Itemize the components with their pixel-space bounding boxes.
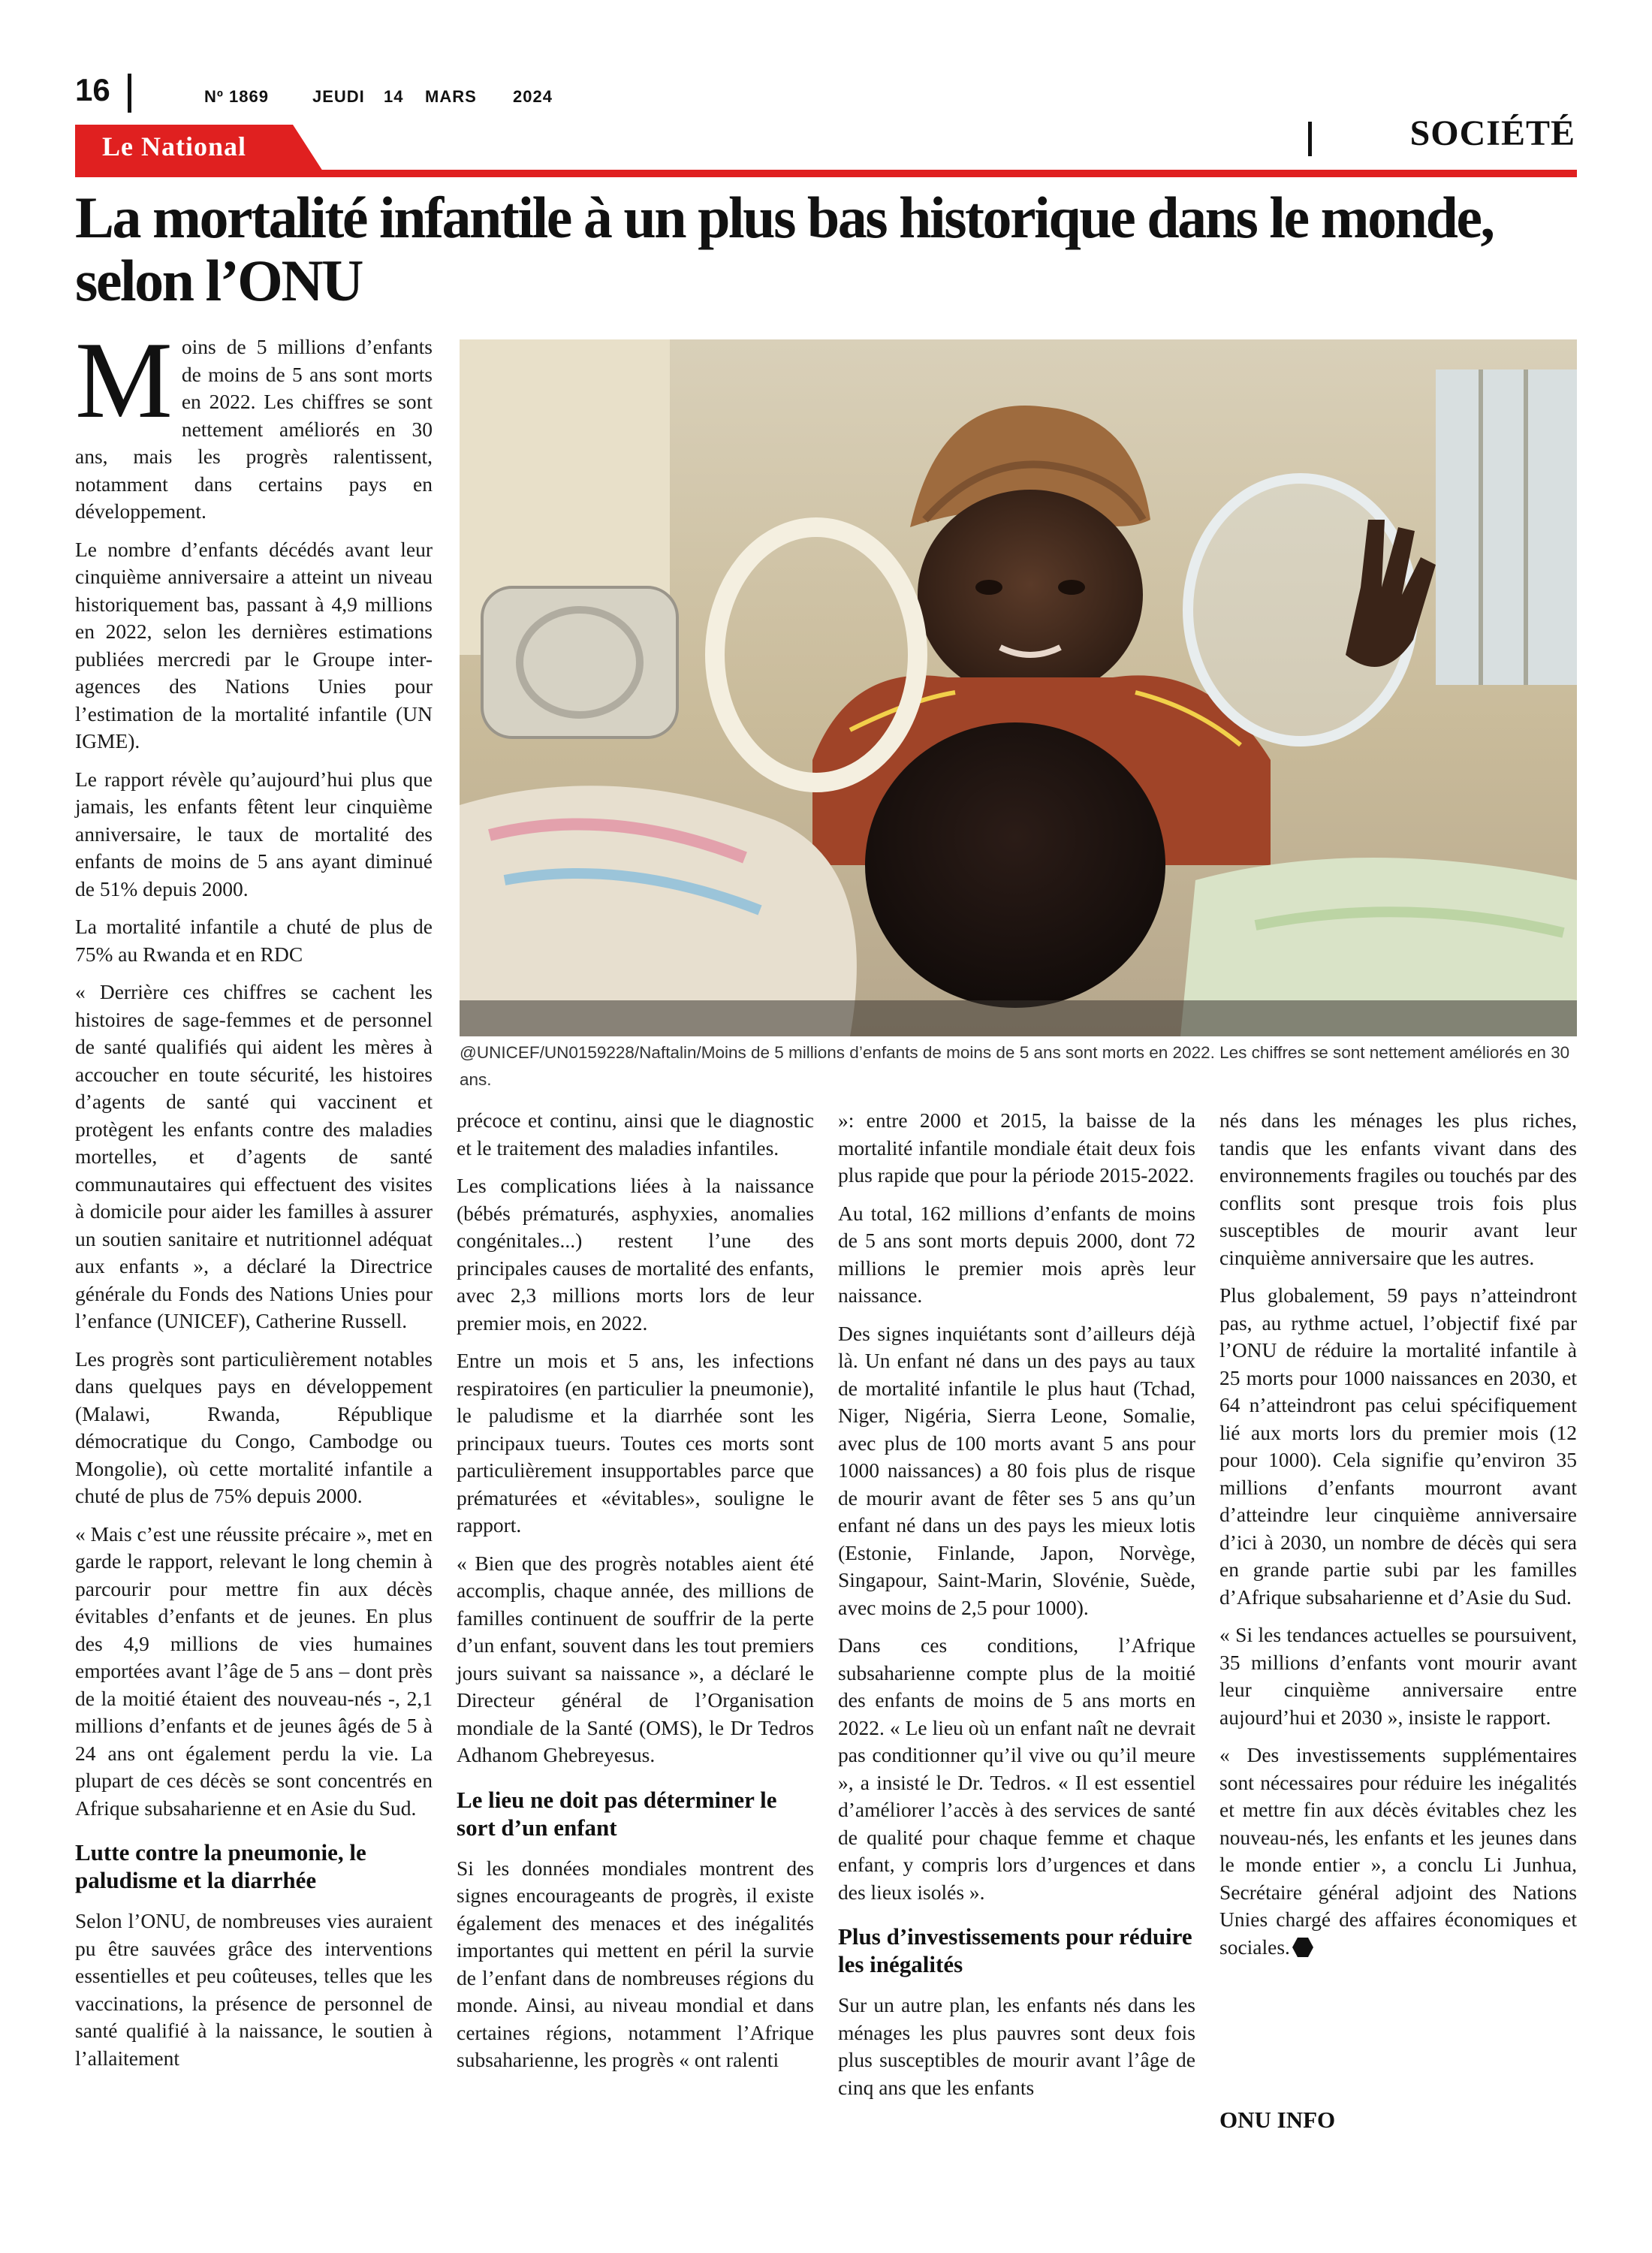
paragraph: Des signes inquiétants sont d’ailleurs déjà là. Un enfant né dans un des pays au taux de mortalité infantile le plus haut (Tchad, Niger, Nigéria, Sierra Leone, Somalie, avec plus de 100 morts avant 5 ans pour 1000 naissances) a 80 fois plus de risque de mourir avant de fêter ses 5 ans qu’un enfant né dans un des pays les mieux lotis (Estonie, Finlande, Japon, Norvège, Singapour, Saint-Marin, Slovénie, Suède, avec moins de 2,5 pour 1000). <box>838 1321 1195 1619</box>
paragraph: « Si les tendances actuelles se poursuivent, 35 millions d’enfants vont mourir avant leur cinquième anniversaire entre aujourd’hui et 2030 », insiste le rapport. <box>1219 1623 1577 1729</box>
header-rule <box>75 170 1577 177</box>
paragraph: Plus globalement, 59 pays n’atteindront pas, au rythme actuel, l’objectif fixé par l’ONU de réduire la mortalité infantile à 25 morts pour 1000 naissances en 2030, et 64 n’atteindront pas celui spécifiquement lié aux morts lors du premier mois (12 pour 1000). Cela signifie qu’environ 35 millions d’enfants mourront avant d’atteindre leur cinquième anniversaire d’ici à 2030, un nombre de décès qui sera en grande partie subi par les familles d’Afrique subsaharienne et d’Asie du Sud. <box>1219 1283 1577 1609</box>
issue-weekday: JEUDI <box>312 87 365 106</box>
article-column-4 <box>1219 1107 1577 1971</box>
article-column-2 <box>457 1107 814 2085</box>
page-number-divider <box>128 74 131 113</box>
article-column-1 <box>75 319 433 2083</box>
paragraph: »: entre 2000 et 2015, la baisse de la mortalité infantile mondiale était deux fois plus rapide que pour la période 2015-2022. <box>838 1108 1195 1187</box>
article-headline: La mortalité infantile à un plus bas historique dans le monde, selon l’ONU <box>75 185 1494 313</box>
lead-text: oins de 5 millions d’enfants de moins de 5 ans sont morts en 2022. Les chiffres se sont nettement améliorés en 30 ans, mais les progrès ralentissent, notamment dans certains pays en développement. <box>75 335 433 523</box>
paragraph: « Derrière ces chiffres se cachent les histoires de sage-femmes et de personnel de santé qualifiés qui aident les mères à accoucher en toute sécurité, les histoires d’agents de santé qui vaccinent et protègent les enfants contre des maladies mortelles, et d’agents de santé communautaires qui effectuent des visites à domicile pour aider les familles à assurer un soutien sanitaire et nutritionnel adéquat aux enfants », a déclaré la Directrice générale du Fonds des Nations Unies pour l’enfance (UNICEF), Catherine Russell. <box>75 980 433 1332</box>
end-of-article-icon <box>1292 1936 1314 1959</box>
subheading: Plus d’investissements pour réduire les inégalités <box>838 1923 1192 1977</box>
paragraph: Le rapport révèle qu’aujourd’hui plus que jamais, les enfants fêtent leur cinquième anniversaire, le taux de mortalité des enfants de moins de 5 ans ayant diminué de 51% depuis 2000. <box>75 767 433 900</box>
paragraph: « Mais c’est une réussite précaire », met en garde le rapport, relevant le long chemin à parcourir pour mettre fin aux décès évitables d’enfants et de jeunes. En plus des 4,9 millions de vies humaines emportées avant l’âge de 5 ans – dont près de la moitié étaient des nouveau-nés -, 2,1 millions d’enfants et de jeunes âgés de 5 à 24 ans ont également perdu la vie. La plupart de ces décès se sont concentrés en Afrique subsaharienne et en Asie du Sud. <box>75 1522 433 1820</box>
paragraph: Les complications liées à la naissance (bébés prématurés, asphyxies, anomalies congénitales...) restent l’une des principales causes de mortalité des enfants, avec 2,3 millions morts lors de leur premier mois, en 2022. <box>457 1174 814 1335</box>
paragraph-text: « Des investissements supplémentaires sont nécessaires pour réduire les inégalités et mettre fin aux décès évitables chez les nouveau-nés, les enfants et les jeunes dans le monde entier », a conclu Li Junhua, Secrétaire général adjoint des Nations Unies chargé des affaires économiques et sociales. <box>1219 1743 1577 1959</box>
subheading: Lutte contre la pneumonie, le paludisme et la diarrhée <box>75 1839 366 1893</box>
section-title: SOCIÉTÉ <box>1409 113 1575 153</box>
issue-number: Nº 1869 <box>204 87 269 106</box>
paragraph: Si les données mondiales montrent des signes encourageants de progrès, il existe également des menaces et des inégalités importantes qui mettent en péril la survie de l’enfant dans de nombreuses régions du monde. Ainsi, au niveau mondial et dans certaines régions, notamment l’Afrique subsaharienne, les progrès « ont ralenti <box>457 1856 814 2071</box>
paragraph: « Bien que des progrès notables aient été accomplis, chaque année, des millions de familles continuent de souffrir de la perte d’un enfant, souvent dans les tout premiers jours suivant sa naissance », a déclaré le Directeur général de l’Organisation mondiale de la Santé (OMS), le Dr Tedros Adhanom Ghebreyesus. <box>457 1551 814 1766</box>
photo-caption: @UNICEF/UN0159228/Naftalin/Moins de 5 millions d’enfants de moins de 5 ans sont morts en 2022. Les chiffres se sont nettement améliorés en 30 ans. <box>460 1043 1570 1089</box>
paragraph: Dans ces conditions, l’Afrique subsaharienne compte plus de la moitié des enfants de moins de 5 ans morts en 2022. « Le lieu où un enfant naît ne devrait pas conditionner qu’il vive ou qu’il meure », a insisté le Dr. Tedros. « Il est essentiel d’améliorer l’accès à des services de santé de qualité pour chaque femme et chaque enfant, y compris lors d’urgences et dans des lieux isolés ». <box>838 1633 1195 1904</box>
section-divider <box>1308 122 1312 156</box>
paragraph: Selon l’ONU, de nombreuses vies auraient pu être sauvées grâce des interventions essentielles et peu coûteuses, telles que les vaccinations, la présence de personnel de santé qualifié à la naissance, le soutien à l’allaitement <box>75 1909 433 2070</box>
article-column-3 <box>838 1107 1195 2112</box>
brand-name[interactable]: Le National <box>102 131 247 161</box>
article-signature: ONU INFO <box>1219 2107 1336 2133</box>
issue-month: MARS <box>425 87 477 106</box>
paragraph: Au total, 162 millions d’enfants de moins de 5 ans sont morts depuis 2000, dont 72 millions le premier mois après leur naissance. <box>838 1201 1195 1307</box>
paragraph: La mortalité infantile a chuté de plus de 75% au Rwanda et en RDC <box>75 915 433 966</box>
page-number: 16 <box>75 72 110 107</box>
paragraph: Sur un autre plan, les enfants nés dans les ménages les plus pauvres sont deux fois plus susceptibles de mourir avant l’âge de cinq ans que les enfants <box>838 1993 1195 2099</box>
issue-year: 2024 <box>513 87 553 106</box>
issue-day: 14 <box>384 87 404 106</box>
last-paragraph <box>1219 1742 1577 1961</box>
article-lead <box>75 319 433 526</box>
paragraph: Le nombre d’enfants décédés avant leur cinquième anniversaire a atteint un niveau historiquement bas, passant à 4,9 millions en 2022, selon les dernières estimations publiées mercredi par le Groupe inter-agences des Nations Unies pour l’estimation de la mortalité infantile (UN IGME). <box>75 537 433 753</box>
article-photo <box>460 339 1577 1036</box>
paragraph: Les progrès sont particulièrement notables dans quelques pays en développement (Malawi, Rwanda, République démocratique du Congo, Cambodge ou Mongolie), où cette mortalité infantile a chuté de plus de 75% depuis 2000. <box>75 1347 433 1507</box>
paragraph: nés dans les ménages les plus riches, tandis que les enfants vivant dans des environnements fragiles ou touchés par des conflits sont presque trois fois plus susceptibles de mourir avant leur cinquième anniversaire que les autres. <box>1219 1108 1577 1269</box>
dropcap: M <box>75 319 173 441</box>
paragraph: Entre un mois et 5 ans, les infections respiratoires (en particulier la pneumonie), le paludisme et la diarrhée sont les principaux tueurs. Toutes ces morts sont particulièrement insupportables parce que prématurées et «évitables», souligne le rapport. <box>457 1349 814 1537</box>
subheading: Le lieu ne doit pas déterminer le sort d’un enfant <box>457 1786 777 1841</box>
paragraph: précoce et continu, ainsi que le diagnostic et le traitement des maladies infantiles. <box>457 1108 814 1160</box>
